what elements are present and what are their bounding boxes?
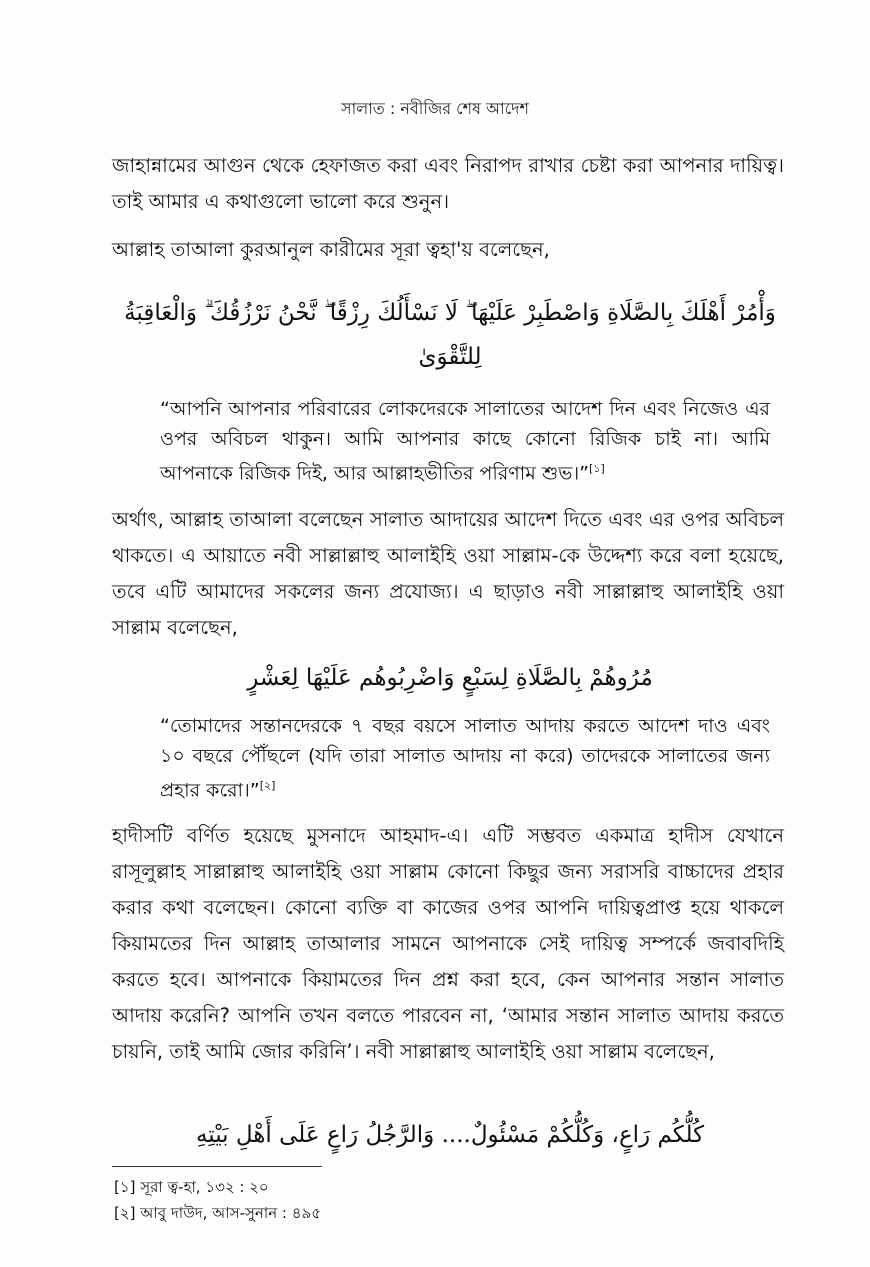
footnote-ref-1: [১]	[589, 462, 605, 475]
footnote-2: [২] আবু দাউদ, আস-সুনান : ৪৯৫	[114, 1204, 321, 1222]
paragraph-3: অর্থাৎ, আল্লাহ তাআলা বলেছেন সালাত আদায়ের আদেশ দিতে এবং এর ওপর অবিচল থাকতে। এ আয়াতে নবী সাল্লাল্লাহু আলাইহি ওয়া সাল্লাম-কে উদ্দেশ্য করে বলা হয়েছে, তবে এটি আমাদের সকলের জন্য প্রযোজ্য। এ ছাড়াও নবী সাল্লাল্লাহু আলাইহি ওয়া সাল্লাম বলেছেন,	[112, 508, 784, 639]
running-header: সালাত : নবীজির শেষ আদেশ	[341, 99, 529, 118]
arabic-hadith-2: كُلُّكُم رَاعٍ، وَكُلُّكُمْ مَسْئُولٌ.... وَالرَّجُلُ رَاعٍ عَلَى أَهْلِ بَيْتِهِ	[195, 1122, 705, 1148]
arabic-hadith-1: مُرُوهُمْ بِالصَّلَاةِ لِسَبْعٍ وَاضْرِبُوهُم عَلَيْهَا لِعَشْرٍ	[247, 665, 653, 691]
arabic-verse-line-1: وَأْمُرْ أَهْلَكَ بِالصَّلَاةِ وَاصْطَبِرْ عَلَيْهَا ۖ لَا نَسْأَلُكَ رِزْقًا ۖ نَّحْنُ نَرْزُقُكَ ۗ وَالْعَاقِبَةُ	[124, 300, 776, 326]
quote-1-text: “আপনি আপনার পরিবারের লোকদেরকে সালাতের আদেশ দিন এবং নিজেও এর ওপর অবিচল থাকুন। আমি আপনার কাছে কোনো রিজিক চাই না। আমি আপনাকে রিজিক দিই, আর আল্লাহভীতির পরিণাম শুভ।”	[160, 398, 770, 485]
paragraph-4: হাদীসটি বর্ণিত হয়েছে মুসনাদে আহমাদ-এ। এটি সম্ভবত একমাত্র হাদীস যেখানে রাসূলুল্লাহ সাল্লাল্লাহু আলাইহি ওয়া সাল্লাম কোনো কিছুর জন্য সরাসরি বাচ্চাদের প্রহার করার কথা বলেছেন। কোনো ব্যক্তি বা কাজের ওপর আপনি দায়িত্বপ্রাপ্ত হয়ে থাকলে কিয়ামতের দিন আল্লাহ তাআলার সামনে আপনাকে সেই দায়িত্ব সম্পর্কে জবাবদিহি করতে হবে। আপনাকে কিয়ামতের দিন প্রশ্ন করা হবে, কেন আপনার সন্তান সালাত আদায় করেনি? আপনি তখন বলতে পারবেন না, ‘আমার সন্তান সালাত আদায় করতে চায়নি, তাই আমি জোর করিনি’। নবী সাল্লাল্লাহু আলাইহি ওয়া সাল্লাম বলেছেন,	[112, 824, 784, 1063]
footnote-1: [১] সূরা ত্ব-হা, ১৩২ : ২০	[114, 1178, 269, 1196]
translation-quote-1	[160, 394, 770, 488]
footnote-divider	[112, 1166, 322, 1167]
quote-2-text: “তোমাদের সন্তানদেরকে ৭ বছর বয়সে সালাত আদায় করতে আদেশ দাও এবং ১০ বছরে পৌঁছলে (যদি তারা সালাত আদায় না করে) তাদেরকে সালাতের জন্য প্রহার করো।”	[160, 715, 770, 802]
arabic-verse-line-2: لِلتَّقْوَىٰ	[418, 344, 482, 370]
paragraph-2: আল্লাহ তাআলা কুরআনুল কারীমের সূরা ত্বহা'য় বলেছেন,	[112, 238, 550, 261]
footnote-ref-2: [২]	[259, 779, 276, 792]
translation-quote-2	[160, 711, 770, 805]
paragraph-1: জাহান্নামের আগুন থেকে হেফাজত করা এবং নিরাপদ রাখার চেষ্টা করা আপনার দায়িত্ব। তাই আমার এ কথাগুলো ভালো করে শুনুন।	[112, 154, 784, 213]
